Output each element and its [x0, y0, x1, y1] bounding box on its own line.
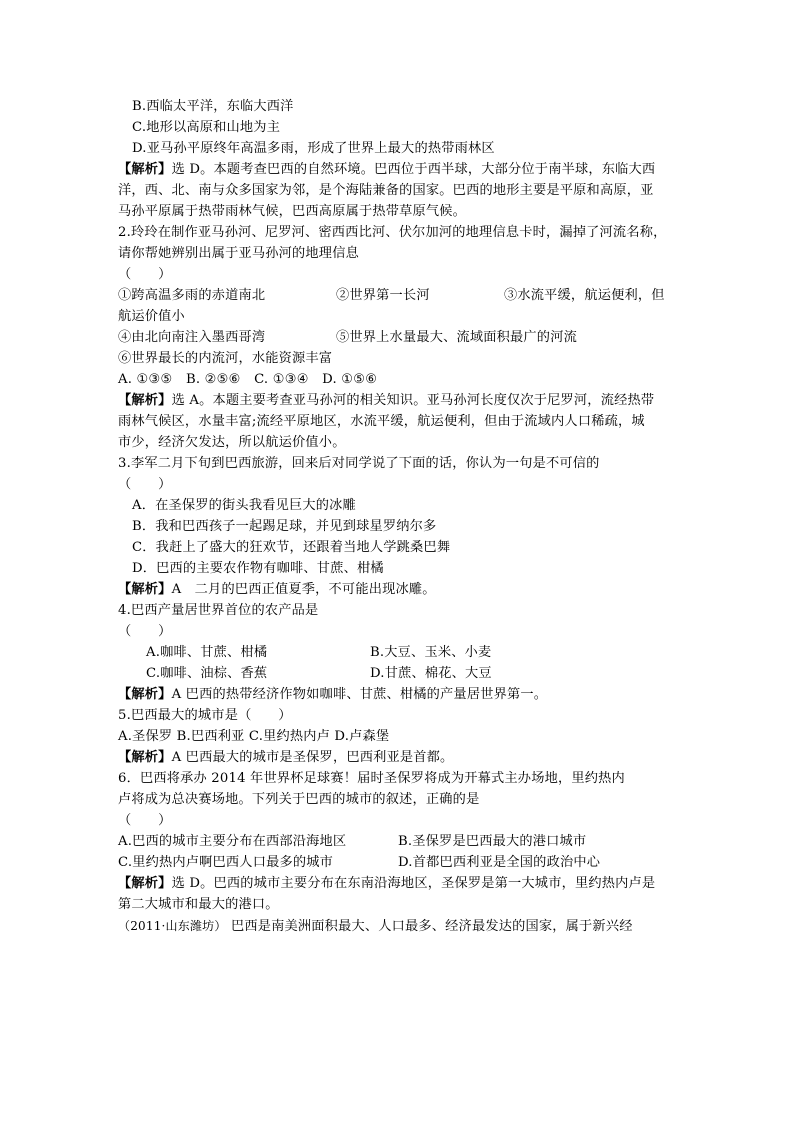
q2-option-4: ④由北向南注入墨西哥湾	[118, 330, 266, 345]
q2-stem-line-2: 请你帮她辨别出属于亚马孙河的地理信息	[118, 246, 359, 261]
q2-answer-paren: （ ）	[118, 267, 172, 282]
q6-option-b: B.圣保罗是巴西最大的港口城市	[398, 834, 587, 849]
q2-stem-line-1: 2.玲玲在制作亚马孙河、尼罗河、密西西比河、伏尔加河的地理信息卡时，漏掉了河流名称，	[118, 225, 667, 240]
q7-source: （2011·山东潍坊）	[118, 919, 227, 933]
q2-option-1: ①跨高温多雨的赤道南北	[118, 288, 266, 303]
q6-analysis-line-2: 第二大城市和最大的港口。	[118, 897, 279, 912]
q2-option-2: ②世界第一长河	[336, 288, 430, 303]
q4-option-c: C.咖啡、油棕、香蕉	[146, 666, 268, 681]
q2-analysis-line-1: 【解析】选 A。本题主要考查亚马孙河的相关知识。亚马孙河长度仅次于尼罗河，流经热带	[118, 393, 655, 408]
q1-analysis-line-3: 马孙平原属于热带雨林气候，巴西高原属于热带草原气候。	[118, 204, 467, 219]
q4-answer-paren: （ ）	[118, 624, 172, 639]
q1-option-c: C.地形以高原和山地为主	[132, 120, 281, 135]
q2-analysis-line-2: 雨林气候区，水量丰富;流经平原地区，水流平缓，航运便利，但由于流域内人口稀疏，城	[118, 414, 645, 429]
q3-option-a: A．在圣保罗的街头我看见巨大的冰雕	[132, 498, 356, 513]
q4-options-row-2	[146, 664, 706, 684]
q3-option-d: D．巴西的主要农作物有咖啡、甘蔗、柑橘	[132, 561, 384, 576]
q2-option-3-cont: 航运价值小	[118, 309, 185, 324]
q4-option-d: D.甘蔗、棉花、大豆	[370, 666, 492, 681]
q6-stem-line-2: 卢将成为总决赛场地。下列关于巴西的城市的叙述，正确的是	[118, 792, 480, 807]
q1-analysis-line-2: 洋，西、北、南与众多国家为邻，是个海陆兼备的国家。巴西的地形主要是平原和高原，亚	[118, 183, 654, 198]
analysis-tag: 【解析】	[118, 582, 172, 597]
q3-analysis: 【解析】A 二月的巴西正值夏季，不可能出现冰雕。	[118, 582, 436, 597]
q4-stem: 4.巴西产量居世界首位的农产品是	[118, 603, 319, 618]
q2-option-6: ⑥世界最长的内流河，水能资源丰富	[118, 351, 333, 366]
q1-option-d: D.亚马孙平原终年高温多雨，形成了世界上最大的热带雨林区	[132, 141, 495, 156]
q2-choices: A. ①③⑤ B. ②⑤⑥ C. ①③④ D. ①⑤⑥	[118, 372, 378, 387]
analysis-tag: 【解析】	[118, 687, 172, 702]
q6-stem-line-1: 6．巴西将承办 2014 年世界杯足球赛！届时圣保罗将成为开幕式主办场地，里约热内	[118, 771, 625, 786]
q4-analysis: 【解析】A 巴西的热带经济作物如咖啡、甘蔗、柑橘的产量居世界第一。	[118, 687, 548, 702]
q2-option-5: ⑤世界上水量最大、流域面积最广的河流	[336, 330, 577, 345]
q3-option-b: B．我和巴西孩子一起踢足球，并见到球星罗纳尔多	[132, 519, 437, 534]
analysis-tag: 【解析】	[118, 162, 172, 177]
q5-analysis: 【解析】A 巴西最大的城市是圣保罗，巴西利亚是首都。	[118, 750, 454, 765]
analysis-tag: 【解析】	[118, 393, 172, 408]
q3-answer-paren: （ ）	[118, 477, 172, 492]
q2-options-row-1	[118, 286, 678, 306]
q3-stem: 3.李军二月下旬到巴西旅游，回来后对同学说了下面的话，你认为一句是不可信的	[118, 456, 600, 471]
q2-options-row-2	[118, 328, 678, 348]
q2-option-3: ③水流平缓，航运便利，但	[504, 288, 665, 303]
q5-choices: A.圣保罗 B.巴西利亚 C.里约热内卢 D.卢森堡	[118, 729, 390, 744]
q6-option-a: A.巴西的城市主要分布在西部沿海地区	[118, 834, 347, 849]
q6-analysis-line-1: 【解析】选 D。巴西的城市主要分布在东南沿海地区，圣保罗是第一大城市，里约热内卢是	[118, 876, 656, 891]
q3-option-c: C．我赶上了盛大的狂欢节，还跟着当地人学跳桑巴舞	[132, 540, 451, 555]
q4-options-row-1	[146, 643, 706, 663]
q6-options-row-2	[118, 853, 678, 873]
q4-option-a: A.咖啡、甘蔗、柑橘	[146, 645, 268, 660]
q1-analysis-line-1: 【解析】选 D。本题考查巴西的自然环境。巴西位于西半球，大部分位于南半球，东临大西	[118, 162, 656, 177]
q6-option-c: C.里约热内卢啊巴西人口最多的城市	[118, 855, 334, 870]
q6-option-d: D.首都巴西利亚是全国的政治中心	[398, 855, 601, 870]
analysis-tag: 【解析】	[118, 750, 172, 765]
q6-answer-paren: （ ）	[118, 813, 172, 828]
q4-option-b: B.大豆、玉米、小麦	[370, 645, 492, 660]
q7-stem-line-1: （2011·山东潍坊） 巴西是南美洲面积最大、人口最多、经济最发达的国家，属于新兴经	[118, 919, 633, 934]
q1-option-b: B.西临太平洋，东临大西洋	[132, 99, 294, 114]
q5-stem: 5.巴西最大的城市是（ ）	[118, 708, 292, 723]
analysis-tag: 【解析】	[118, 876, 172, 891]
q6-options-row-1	[118, 832, 678, 852]
q2-analysis-line-3: 市少，经济欠发达，所以航运价值小。	[118, 435, 346, 450]
